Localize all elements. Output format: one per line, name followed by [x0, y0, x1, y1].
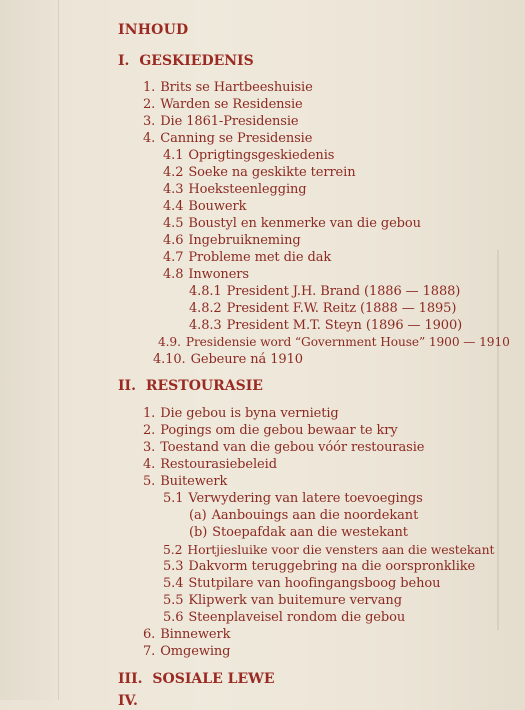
toc-entry: 4.3 Hoeksteenlegging [163, 182, 307, 197]
section-heading-2: II. RESTOURASIE [118, 378, 263, 394]
toc-entry: 3. Die 1861-Presidensie [143, 114, 299, 129]
toc-entry: 4.9. Presidensie word “Government House” 1900 — 1910 [158, 335, 510, 349]
toc-entry: 5.2 Hortjiesluike voor die vensters aan die westekant [163, 542, 495, 557]
toc-entry: 1. Die gebou is byna vernietig [143, 406, 339, 421]
toc-entry: 4.5 Boustyl en kenmerke van die gebou [163, 216, 421, 231]
toc-entry: 3. Toestand van die gebou vóór restourasie [143, 440, 425, 455]
toc-entry: 5.1 Verwydering van latere toevoegings [163, 491, 423, 506]
toc-entry: 5.3 Dakvorm teruggebring na die oorspronklike [163, 559, 476, 574]
toc-entry: 4.6 Ingebruikneming [163, 233, 301, 248]
section-heading-1: I. GESKIEDENIS [118, 53, 254, 69]
toc-entry: 1. Brits se Hartbeeshuisie [143, 80, 313, 95]
toc-entry: (a) Aanbouings aan die noordekant [189, 508, 419, 523]
toc-entry: 4.1 Oprigtingsgeskiedenis [163, 148, 335, 163]
toc-entry: 4.8.1 President J.H. Brand (1886 — 1888) [189, 284, 461, 299]
toc-entry: 5.4 Stutpilare van hoofingangsboog behou [163, 576, 441, 591]
toc-entry: 4.10. Gebeure ná 1910 [153, 352, 303, 367]
toc-entry: 2. Pogings om die gebou bewaar te kry [143, 423, 398, 438]
toc-entry: 4.4 Bouwerk [163, 199, 247, 214]
toc-entry: 4.2 Soeke na geskikte terrein [163, 165, 356, 180]
toc-entry: 4. Canning se Presidensie [143, 131, 313, 146]
toc-entry: 5.6 Steenplaveisel rondom die gebou [163, 610, 406, 625]
toc-entry: 4.8 Inwoners [163, 267, 249, 282]
toc-entry: 5.5 Klipwerk van buitemure vervang [163, 593, 402, 608]
toc-entry: 4.7 Probleme met die dak [163, 250, 332, 265]
toc-entry: 6. Binnewerk [143, 627, 231, 642]
section-heading-3: III. SOSIALE LEWE [118, 671, 275, 687]
section-heading-4-partial: IV. [118, 693, 138, 709]
toc-entry: 5. Buitewerk [143, 474, 228, 489]
contents-heading: INHOUD [118, 22, 189, 38]
toc-entry: (b) Stoepafdak aan die westekant [189, 525, 408, 540]
toc-entry: 4.8.3 President M.T. Steyn (1896 — 1900) [189, 318, 463, 333]
toc-entry: 7. Omgewing [143, 644, 231, 659]
toc-entry: 4. Restourasiebeleid [143, 457, 277, 472]
toc-entry: 2. Warden se Residensie [143, 97, 303, 112]
toc-entry: 4.8.2 President F.W. Reitz (1888 — 1895) [189, 301, 457, 316]
